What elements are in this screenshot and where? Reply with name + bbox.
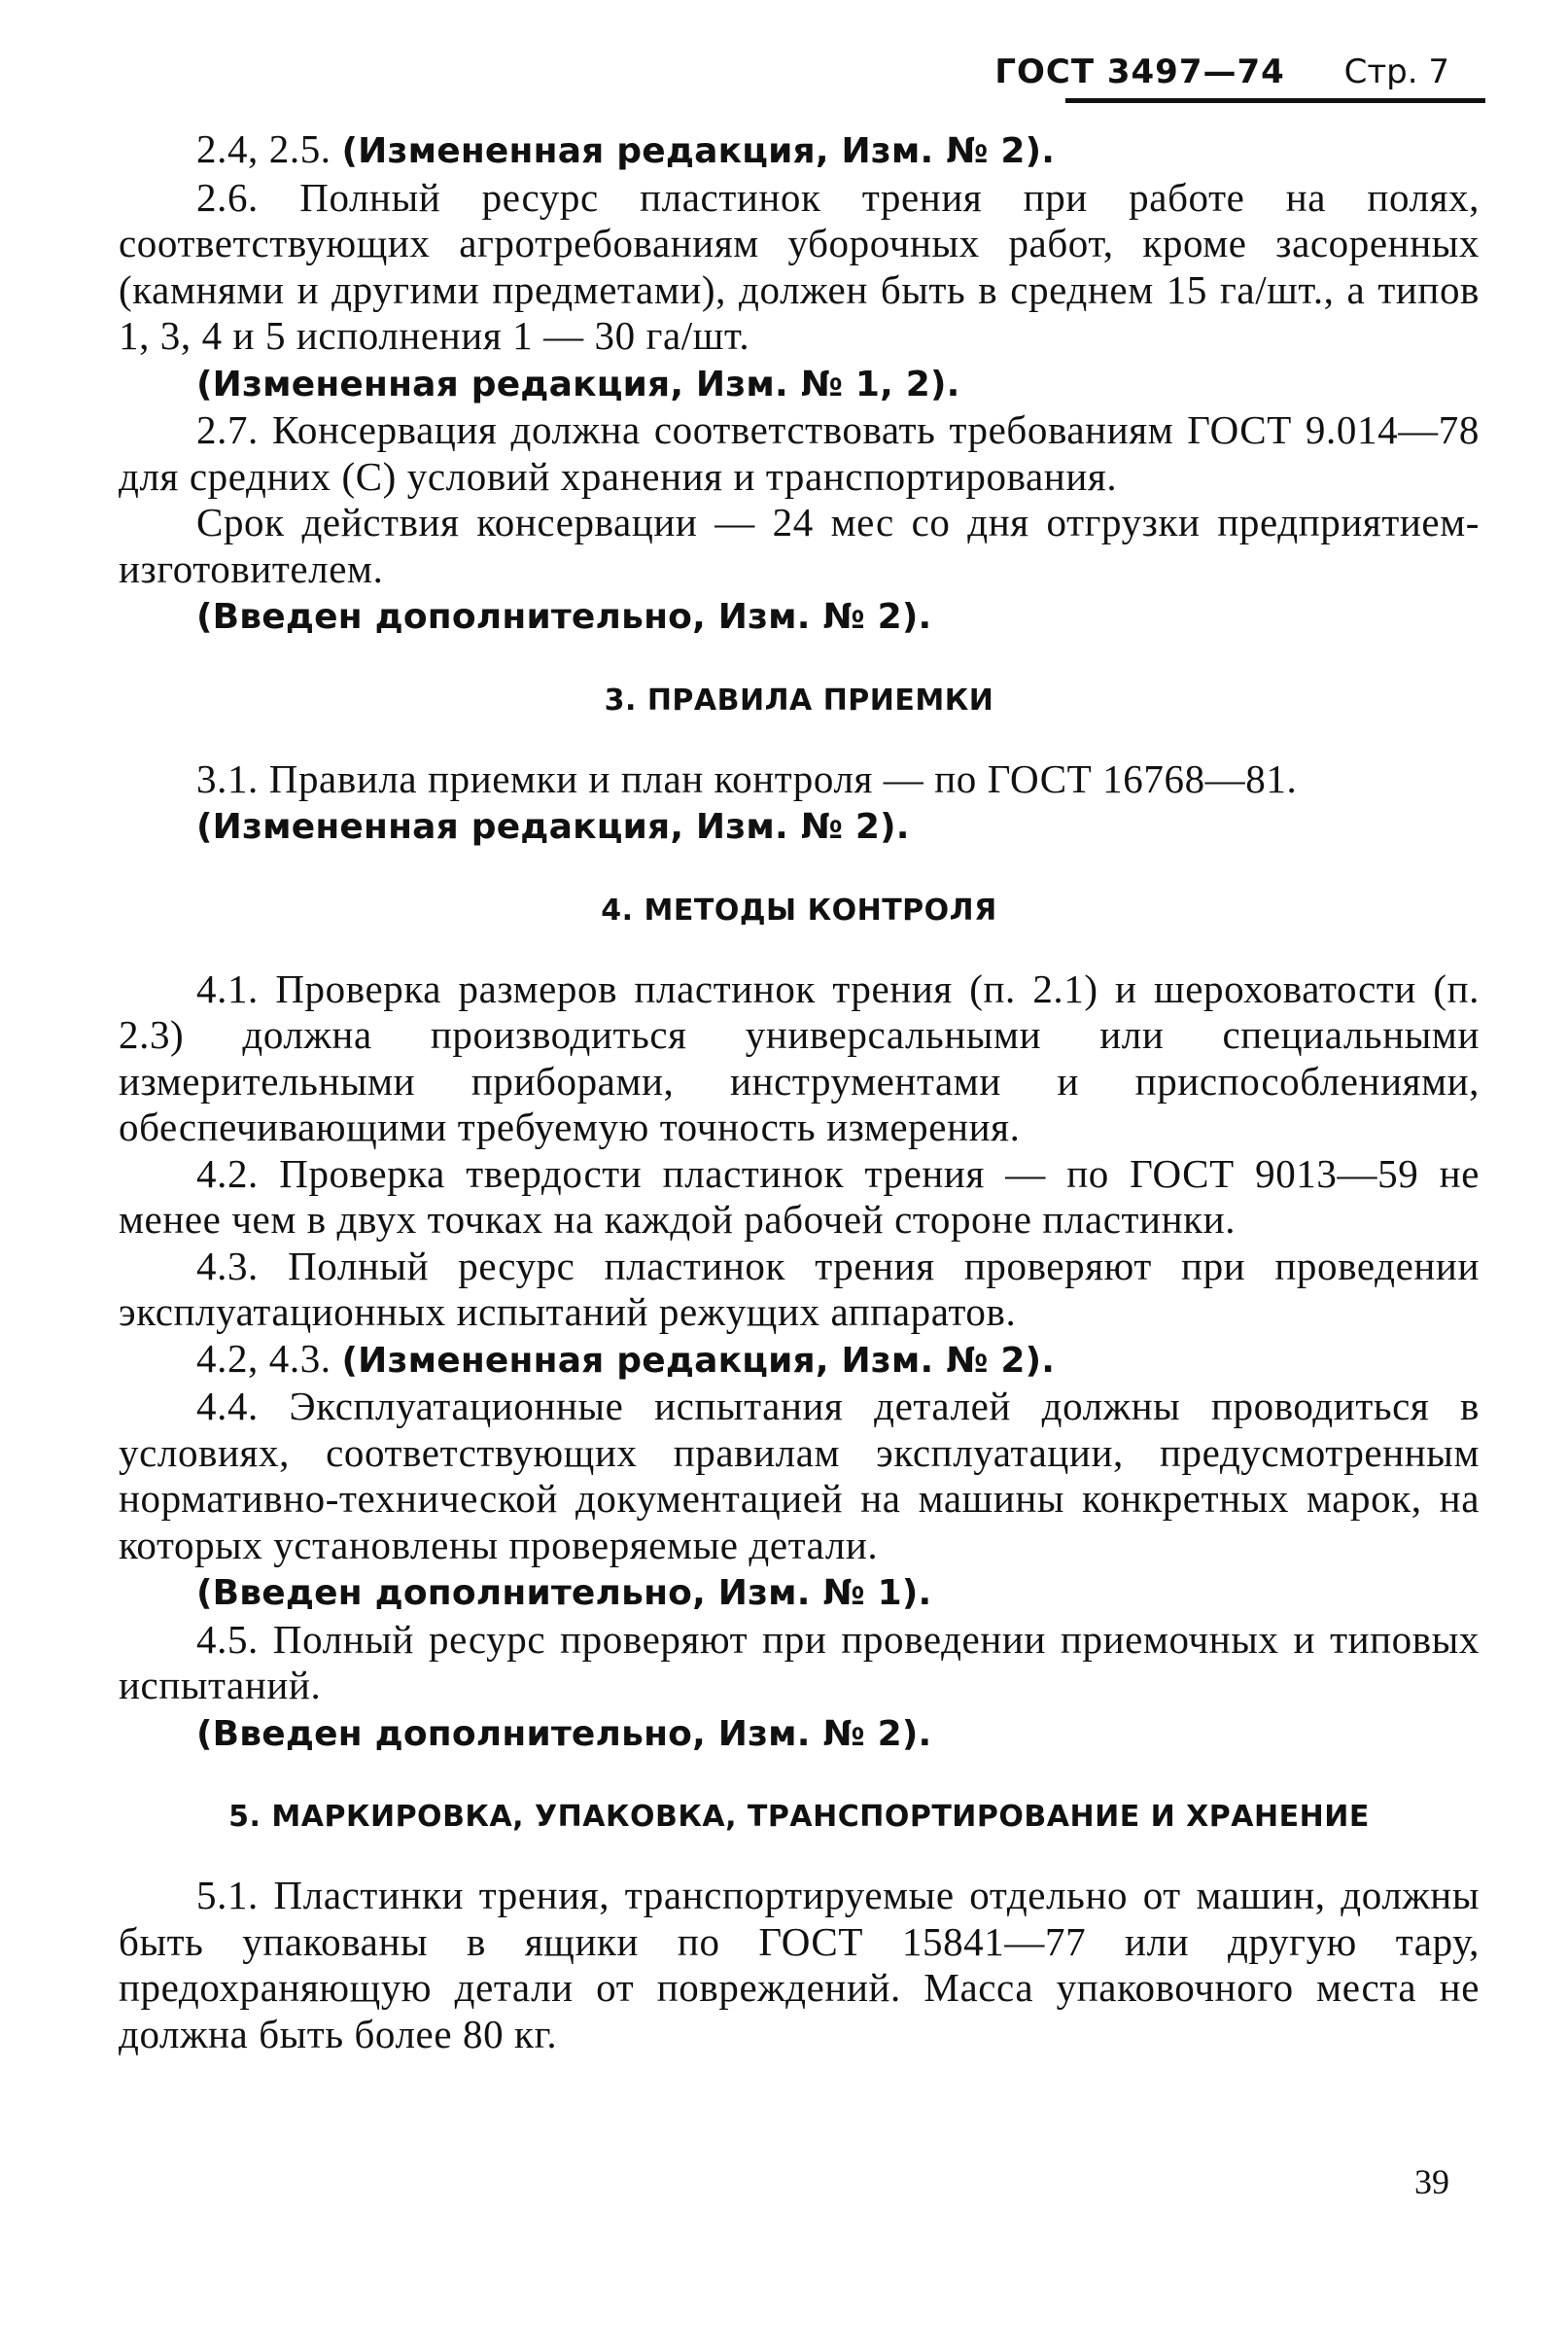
paragraph: 3.1. Правила приемки и план контроля — по ГОСТ 16768—81. bbox=[196, 755, 1298, 801]
section-heading: 4. МЕТОДЫ КОНТРОЛЯ bbox=[601, 893, 997, 928]
amendment-text: (Введен дополнительно, Изм. № 2). bbox=[196, 1713, 932, 1754]
amendment-text: (Измененная редакция, Изм. № 2). bbox=[196, 807, 910, 847]
paragraph: 4.3. Полный ресурс пластинок трения проверяют при проведении эксплуатационных испытаний режущих аппаратов. bbox=[119, 1243, 1480, 1334]
amendment-note bbox=[196, 802, 1480, 851]
amendment-note bbox=[196, 1709, 1480, 1758]
amendment-clause-number: 4.2, 4.3. bbox=[196, 1335, 331, 1381]
paragraph: 2.6. Полный ресурс пластинок трения при работе на полях, соответствующих агротребованиям уборочных работ, кроме засоренных (камнями и другими предметами), должен быть в среднем 15 га/шт., а типов 1, 3, 4 и 5 исполнения 1 — 30 га/шт. bbox=[119, 174, 1480, 358]
amendment-note bbox=[119, 126, 1480, 175]
paragraph: Срок действия консервации — 24 мес со дня отгрузки предприятием-изготовителем. bbox=[119, 500, 1480, 591]
paragraph: 2.7. Консервация должна соответствовать требованиям ГОСТ 9.014—78 для средних (С) условий хранения и транспортирования. bbox=[119, 407, 1480, 499]
standard-number: ГОСТ 3497—74 bbox=[994, 53, 1285, 91]
amendment-note bbox=[119, 1336, 1480, 1385]
section-heading: 5. МАРКИРОВКА, УПАКОВКА, ТРАНСПОРТИРОВАНИЕ И ХРАНЕНИЕ bbox=[228, 1800, 1370, 1834]
amendment-text: (Введен дополнительно, Изм. № 1). bbox=[196, 1573, 932, 1613]
amendment-note bbox=[196, 592, 1480, 641]
amendment-text: (Измененная редакция, Изм. № 1, 2). bbox=[196, 364, 960, 404]
page-number: 39 bbox=[1414, 2162, 1449, 2201]
header-rule bbox=[1065, 98, 1485, 103]
paragraph: 4.5. Полный ресурс проверяют при проведении приемочных и типовых испытаний. bbox=[119, 1616, 1480, 1707]
paragraph: 4.2. Проверка твердости пластинок трения — по ГОСТ 9013—59 не менее чем в двух точках на каждой рабочей стороне пластинки. bbox=[119, 1150, 1480, 1242]
amendment-note bbox=[196, 360, 1480, 408]
running-header bbox=[994, 51, 1449, 93]
amendment-text: (Введен дополнительно, Изм. № 2). bbox=[196, 597, 932, 637]
paragraph: 4.4. Эксплуатационные испытания деталей должны проводиться в условиях, соответствующих правилам эксплуатации, предусмотренным нормативно-технической документацией на машины конкретных марок, на которых установлены проверяемые детали. bbox=[119, 1384, 1480, 1567]
amendment-clause-number: 2.4, 2.5. bbox=[196, 126, 331, 171]
amendment-text: (Измененная редакция, Изм. № 2). bbox=[341, 131, 1056, 171]
paragraph: 5.1. Пластинки трения, транспортируемые отдельно от машин, должны быть упакованы в ящики по ГОСТ 15841—77 или другую тару, предохраняющую детали от повреждений. Масса упаковочного места не должна быть более 80 кг. bbox=[119, 1873, 1480, 2056]
document-body bbox=[119, 126, 1480, 2057]
page-label: Стр. 7 bbox=[1343, 53, 1449, 91]
paragraph: 4.1. Проверка размеров пластинок трения (п. 2.1) и шероховатости (п. 2.3) должна производиться универсальными или специальными измерительными приборами, инструментами и приспособлениями, обеспечивающими требуемую точность измерения. bbox=[119, 965, 1480, 1149]
section-heading: 3. ПРАВИЛА ПРИЕМКИ bbox=[604, 683, 994, 718]
amendment-text: (Измененная редакция, Изм. № 2). bbox=[341, 1340, 1056, 1381]
amendment-note bbox=[196, 1568, 1480, 1617]
